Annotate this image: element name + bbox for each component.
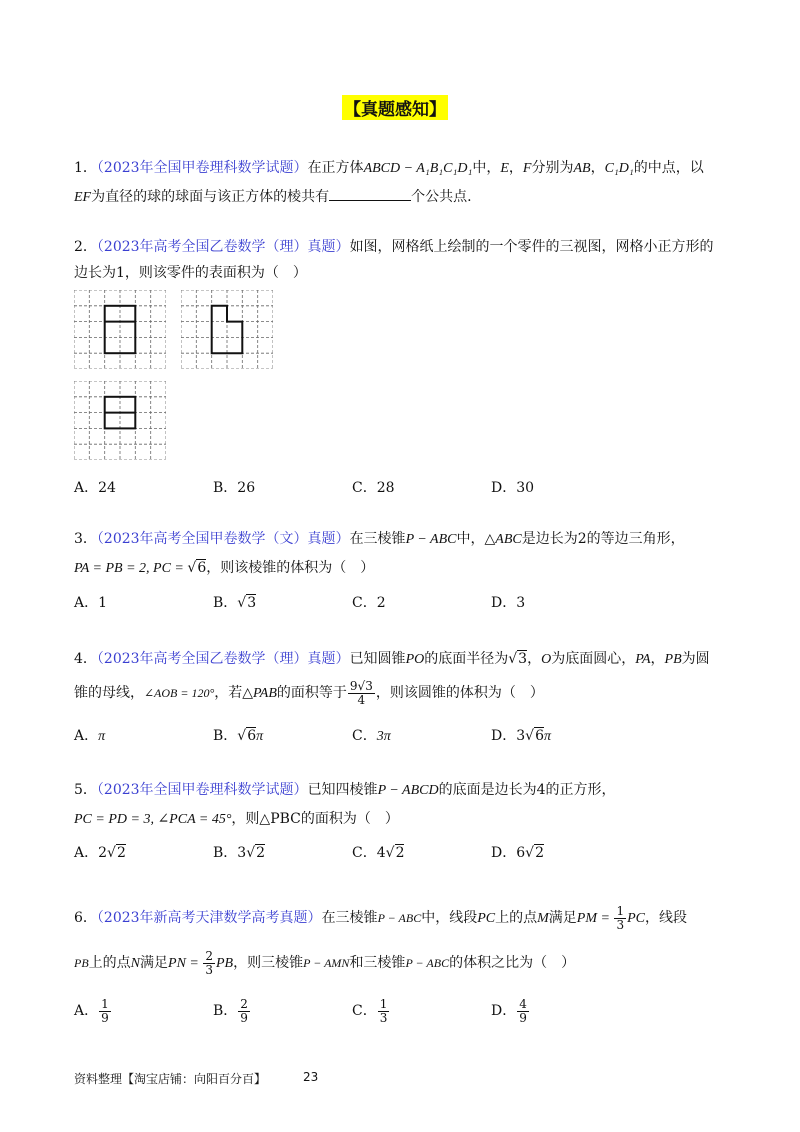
footer-text: 资料整理【淘宝店铺：向阳百分百】	[74, 1072, 267, 1086]
q2-source: （2023年高考全国乙卷数学（理）真题）	[96, 239, 350, 255]
page-number: 23	[303, 1070, 319, 1084]
q5-option-a[interactable]: A．2√2	[74, 845, 126, 861]
question-5-line-1: 5．（2023年全国甲卷理科数学试题）已知四棱锥P − ABCD的底面是边长为4的正方形，	[74, 782, 616, 798]
question-6-line-2: PB上的点N满足PN = $\frac{2}{3}$ PB，则三棱锥P − AMN和三棱锥P − ABC的体积之比为（ ）	[74, 949, 576, 977]
q6-fraction-2: $\frac{2}{3}$	[205, 949, 213, 977]
q3-source: （2023年高考全国甲卷数学（文）真题）	[96, 531, 350, 547]
q4-option-c[interactable]: C．3π	[352, 728, 391, 744]
q4-option-a[interactable]: A．π	[74, 728, 106, 744]
q2-option-a[interactable]: A．24	[74, 480, 116, 496]
top-view-figure	[74, 381, 166, 460]
question-1-line-2: EF为直径的球的球面与该正方体的棱共有 个公共点.	[74, 189, 472, 205]
question-3-line-1: 3．（2023年高考全国甲卷数学（文）真题）在三棱锥P − ABC中，△ABC是边长为2的等边三角形，	[74, 531, 685, 547]
side-view-figure	[181, 290, 273, 369]
q6-fraction-1: $\frac{1}{3}$	[616, 904, 625, 932]
q6-number: 6．	[74, 910, 97, 927]
q6-option-a[interactable]: A． $\frac{1}{9}$	[74, 997, 109, 1025]
question-6-line-1: 6．（2023年新高考天津数学高考真题）在三棱锥P − ABC中，线段PC上的点M满足PM = $\frac{1}{3}$ PC，线段	[74, 904, 687, 932]
q6-option-b[interactable]: B． $\frac{2}{9}$	[213, 997, 248, 1025]
q2-number: 2．	[74, 239, 97, 255]
q6-option-c[interactable]: C． $\frac{1}{3}$	[352, 997, 388, 1025]
q5-number: 5．	[74, 782, 97, 798]
q3-option-a[interactable]: A．1	[74, 595, 108, 611]
question-4-line-2: 锥的母线，∠AOB = 120°，若△PAB的面积等于 $\frac{9√3}{4}$ ，则该圆锥的体积为（ ）	[74, 679, 544, 707]
q5-option-d[interactable]: D．6√2	[491, 845, 544, 861]
q4-option-b[interactable]: B．√6π	[213, 728, 264, 744]
section-title: 【真题感知】	[342, 95, 448, 120]
question-1-line-1: 1．（2023年全国甲卷理科数学试题）在正方体ABCD − A₁B₁C₁D₁中，E，F分别为AB，C₁D₁的中点，以	[74, 160, 704, 176]
q4-number: 4．	[74, 651, 97, 667]
question-2-line-2: 边长为1，则该零件的表面积为（ ）	[74, 265, 307, 281]
answer-blank[interactable]	[329, 200, 411, 201]
q6-source: （2023年新高考天津数学高考真题）	[96, 910, 322, 927]
q5-option-b[interactable]: B．3√2	[213, 845, 266, 861]
q3-option-c[interactable]: C．2	[352, 595, 386, 611]
q3-option-d[interactable]: D．3	[491, 595, 526, 611]
q3-number: 3．	[74, 531, 97, 547]
q2-option-d[interactable]: D．30	[491, 480, 535, 496]
q4-source: （2023年高考全国乙卷数学（理）真题）	[96, 651, 350, 667]
question-5-line-2: PC = PD = 3, ∠PCA = 45°，则△PBC的面积为（ ）	[74, 811, 399, 827]
q3-option-b[interactable]: B．√3	[213, 595, 257, 611]
q4-fraction: $\frac{9√3}{4}$	[349, 679, 373, 707]
question-2-line-1: 2．（2023年高考全国乙卷数学（理）真题）如图，网格纸上绘制的一个零件的三视图，网格小正方形的	[74, 239, 714, 255]
q1-number: 1．	[74, 160, 97, 176]
q2-option-b[interactable]: B．26	[213, 480, 256, 496]
q5-source: （2023年全国甲卷理科数学试题）	[96, 782, 308, 798]
q5-option-c[interactable]: C．4√2	[352, 845, 405, 861]
q2-option-c[interactable]: C．28	[352, 480, 395, 496]
question-4-line-1: 4．（2023年高考全国乙卷数学（理）真题）已知圆锥PO的底面半径为√3，O为底面圆心，PA，PB为圆	[74, 651, 710, 667]
q1-source: （2023年全国甲卷理科数学试题）	[96, 160, 308, 176]
q4-option-d[interactable]: D．3√6π	[491, 728, 552, 744]
front-view-figure	[74, 290, 166, 369]
question-3-line-2: PA = PB = 2, PC = √6，则该棱锥的体积为（ ）	[74, 560, 375, 576]
q6-option-d[interactable]: D． $\frac{4}{9}$	[491, 997, 527, 1025]
